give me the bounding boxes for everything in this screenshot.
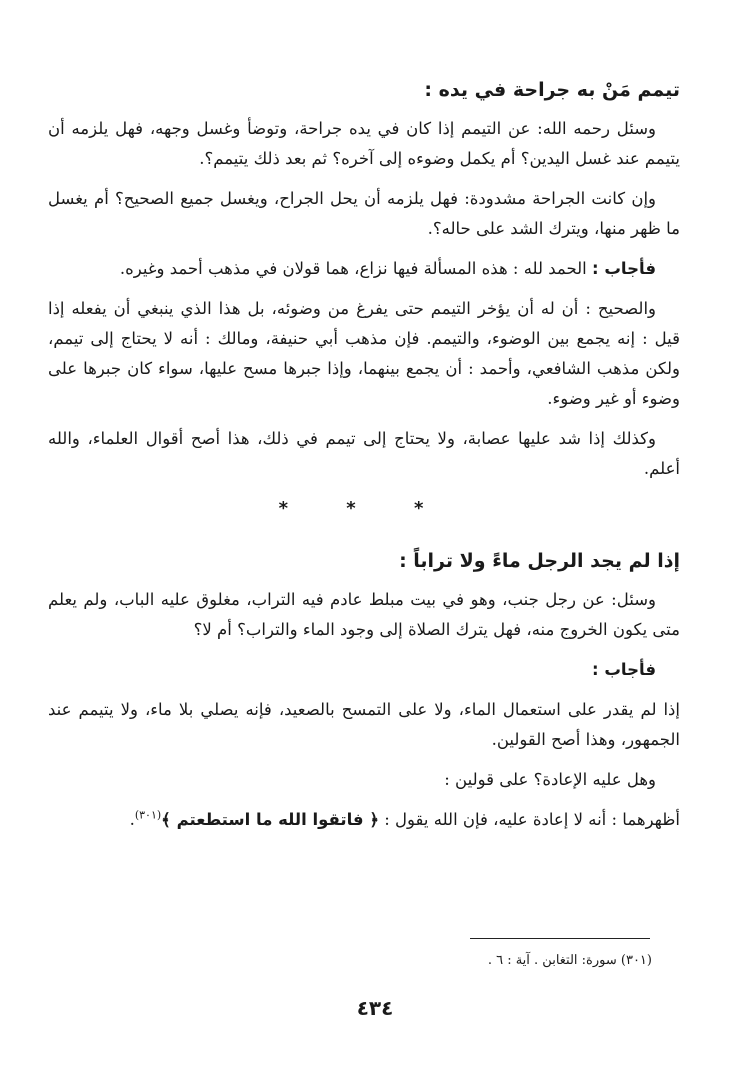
answer-paragraph: [48, 254, 680, 284]
question-paragraph: وإن كانت الجراحة مشدودة: فهل يلزمه أن يحل الجراح، ويغسل جميع الصحيح؟ أم يغسل ما ظهر منها، ويترك الشد على حاله؟.: [48, 189, 680, 238]
answer-paragraph: وهل عليه الإعادة؟ على قولين :: [444, 770, 656, 789]
answer-paragraph: إذا لم يقدر على استعمال الماء، ولا على التمسح بالصعيد، فإنه يصلي بلا ماء، ولا يتيمم عند الجمهور، وهذا أصح القولين.: [48, 700, 680, 749]
answer-paragraph: [48, 805, 680, 835]
section-heading-wounded-tayammum: تيمم مَنْ به جراحة في يده :: [424, 79, 680, 101]
answer-lead: فأجاب :: [591, 660, 656, 679]
sentence-end: .: [129, 810, 135, 829]
answer-paragraph: وكذلك إذا شد عليها عصابة، ولا يحتاج إلى تيمم في ذلك، هذا أصح أقوال العلماء، والله أعلم.: [48, 429, 680, 478]
question-paragraph: وسئل: عن رجل جنب، وهو في بيت مبلط عادم فيه التراب، مغلوق عليه الباب، ولم يعلم متى يكون الخروج منه، فهل يترك الصلاة إلى وجود الماء والتراب؟ أم لا؟: [48, 590, 680, 639]
footnote: (٣٠١) سورة: التغابن . آية : ٦ .: [487, 953, 652, 968]
section-heading-no-water-no-soil: إذا لم يجد الرجل ماءً ولا تراباً :: [399, 550, 680, 572]
answer-paragraph: والصحيح : أن له أن يؤخر التيمم حتى يفرغ من وضوئه، بل هذا الذي ينبغي أن يفعله إذا قيل : إنه يجمع بين الوضوء، والتيمم. فإن مذهب أبي حنيفة، ومالك : أنه لا يحتاج إلى تيمم، ولكن مذهب الشافعي، وأحمد : أن يجمع بينهما، وإذا جبرها مسح عليها، سواء كان جبرها على وضوء أو غير وضوء.: [48, 299, 680, 408]
footnote-reference: (٣٠١): [134, 808, 162, 822]
footnote-divider: [470, 938, 650, 939]
question-paragraph: وسئل رحمه الله: عن التيمم إذا كان في يده جراحة، وتوضأ وغسل وجهه، فهل يلزمه أن يتيمم عند غسل اليدين؟ أم يكمل وضوءه إلى آخره؟ ثم بعد ذلك يتيمم؟.: [48, 119, 680, 168]
answer-text: أظهرهما : أنه لا إعادة عليه، فإن الله يقول :: [384, 810, 680, 829]
page-number: ٤٣٤: [356, 996, 394, 1020]
section-separator: * * *: [278, 498, 450, 519]
answer-text: الحمد لله : هذه المسألة فيها نزاع، هما قولان في مذهب أحمد وغيره.: [119, 259, 587, 278]
answer-lead: فأجاب :: [591, 259, 656, 278]
quran-verse: ﴿ فاتقوا الله ما استطعتم ﴾: [161, 810, 379, 829]
page-body: [48, 70, 680, 845]
